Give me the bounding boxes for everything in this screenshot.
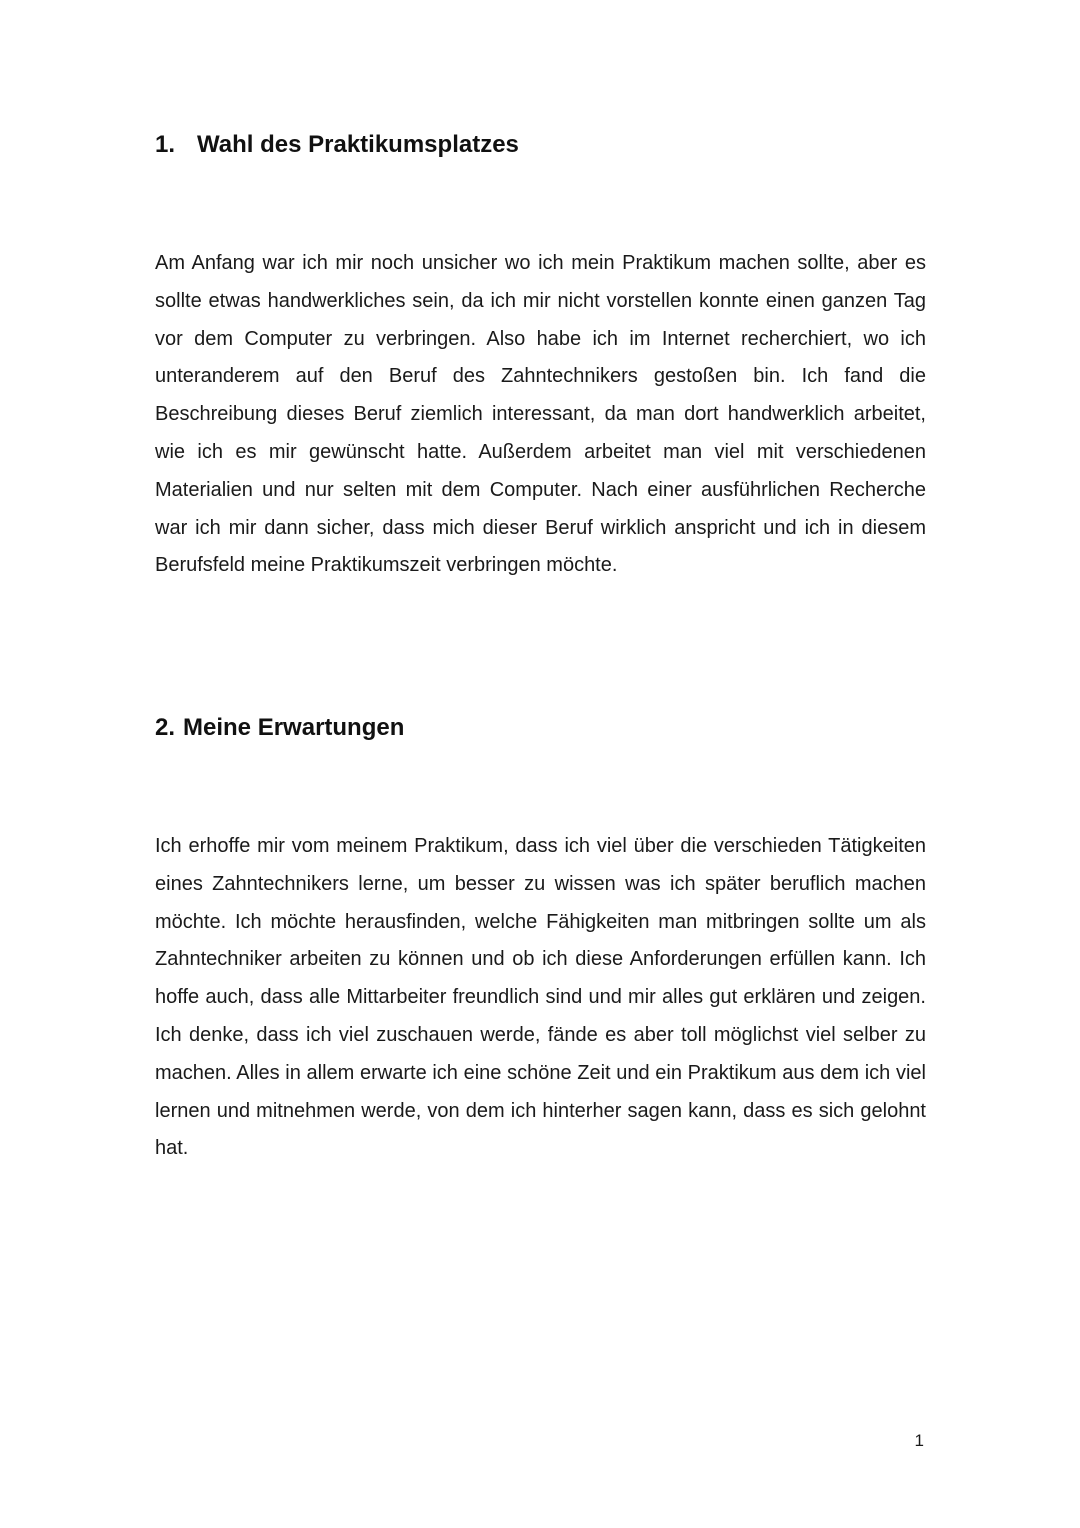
section-1-body: Am Anfang war ich mir noch unsicher wo ich mein Praktikum machen sollte, aber es sollte etwas handwerkliches sein, da ich mir nicht vorstellen konnte einen ganzen Tag vor dem Computer zu verbringen. Also habe ich im Internet recherchiert, wo ich unteranderem auf den Beruf des Zahntechnikers gestoßen bin. Ich fand die Beschreibung dieses Beruf ziemlich interessant, da man dort handwerklich arbeitet, wie ich es mir gewünscht hatte. Außerdem arbeitet man viel mit verschiedenen Materialien und nur selten mit dem Computer. Nach einer ausführlichen Recherche war ich mir dann sicher, dass mich dieser Beruf wirklich anspricht und ich in diesem Berufsfeld meine Praktikumszeit verbringen möchte. [155, 252, 926, 577]
section-2-number: 2. [155, 714, 176, 741]
section-2-body: Ich erhoffe mir vom meinem Praktikum, dass ich viel über die verschieden Tätigkeiten eines Zahntechnikers lerne, um besser zu wissen was ich später beruflich machen möchte. Ich möchte herausfinden, welche Fähigkeiten man mitbringen sollte um als Zahntechniker arbeiten zu können und ob ich diese Anforderungen erfüllen kann. Ich hoffe auch, dass alle Mittarbeiter freundlich sind und mir alles gut erklären und zeigen. Ich denke, dass ich viel zuschauen werde, fände es aber toll möglichst viel selber zu machen. Alles in allem erwarte ich eine schöne Zeit und ein Praktikum aus dem ich viel lernen und mitnehmen werde, von dem ich hinterher sagen kann, dass es sich gelohnt hat. [155, 835, 926, 1160]
section-1-title: Wahl des Praktikumsplatzes [197, 131, 519, 158]
section-1-number: 1. [155, 131, 176, 158]
section-2-title: Meine Erwartungen [183, 714, 405, 741]
section-1-heading [155, 130, 519, 160]
page-number: 1 [914, 1431, 924, 1450]
section-2-heading [155, 713, 404, 743]
